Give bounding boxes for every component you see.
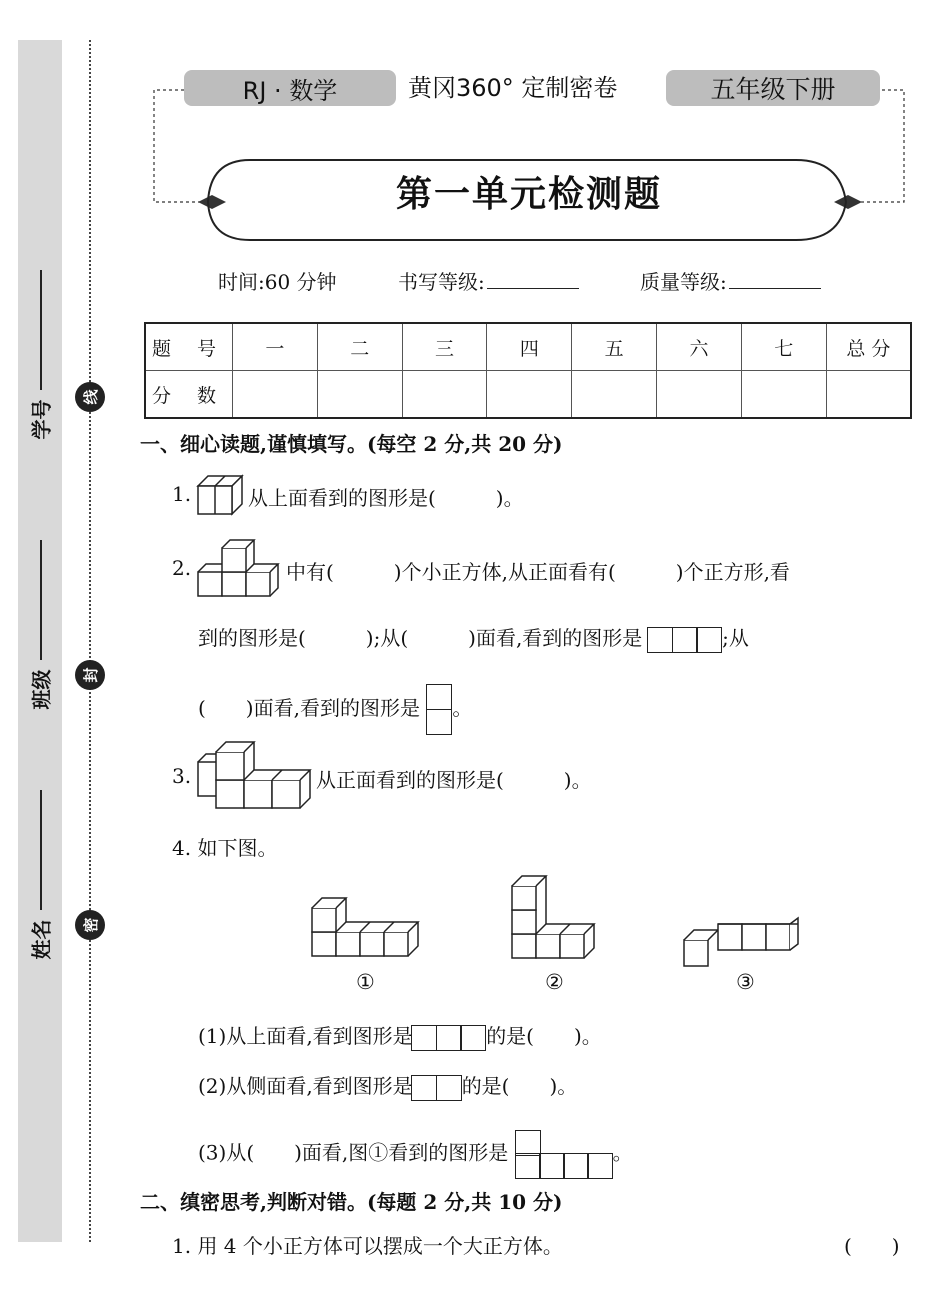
q2-cubes-figure bbox=[196, 536, 286, 600]
q2-text-line1: 中有( )个小正方体,从正面看有( )个正方形,看 bbox=[286, 560, 790, 584]
exam-time: 时间:60 分钟 bbox=[218, 270, 337, 294]
table-cell: 五 bbox=[572, 323, 657, 371]
table-cell: 三 bbox=[402, 323, 487, 371]
writing-grade: 书写等级: bbox=[398, 266, 579, 295]
name-blank[interactable] bbox=[40, 790, 42, 910]
figure-3-label: ③ bbox=[736, 970, 755, 994]
q1-number: 1. bbox=[172, 482, 192, 506]
seal-secret-mark: 密 bbox=[75, 910, 105, 940]
brand-title: 黄冈360° 定制密卷 bbox=[408, 74, 618, 102]
quality-grade-blank[interactable] bbox=[729, 287, 821, 289]
figure-1-label: ① bbox=[356, 970, 375, 994]
score-cell[interactable] bbox=[741, 371, 826, 419]
table-cell: 题 号 bbox=[145, 323, 233, 371]
table-cell: 总 分 bbox=[826, 323, 911, 371]
score-table-header-row bbox=[145, 323, 911, 371]
table-cell: 分 数 bbox=[145, 371, 233, 419]
section-2-title: 二、缜密思考,判断对错。(每题 2 分,共 10 分) bbox=[140, 1190, 563, 1214]
score-cell[interactable] bbox=[572, 371, 657, 419]
grade-badge: 五年级下册 bbox=[666, 70, 880, 106]
q4-figure-2 bbox=[510, 874, 602, 962]
two-square-row-icon bbox=[413, 1075, 462, 1101]
table-cell: 六 bbox=[657, 323, 742, 371]
three-square-row-icon bbox=[413, 1025, 487, 1051]
table-cell: 四 bbox=[487, 323, 572, 371]
class-blank[interactable] bbox=[40, 540, 42, 660]
q3-text: 从正面看到的图形是( )。 bbox=[316, 768, 592, 792]
student-id-blank[interactable] bbox=[40, 270, 42, 390]
figure-2-label: ② bbox=[545, 970, 564, 994]
cut-line bbox=[89, 40, 91, 1242]
q4-part1: (1)从上面看,看到图形是 的是( )。 bbox=[198, 1020, 602, 1051]
student-id-label: 学号 bbox=[29, 399, 54, 440]
score-table-score-row bbox=[145, 371, 911, 419]
s2-q1-answer-bracket[interactable]: ( ) bbox=[844, 1234, 900, 1258]
q4-figure-3 bbox=[682, 922, 806, 970]
score-cell[interactable] bbox=[487, 371, 572, 419]
score-cell[interactable] bbox=[402, 371, 487, 419]
three-square-row-icon bbox=[649, 627, 723, 653]
table-cell: 二 bbox=[317, 323, 402, 371]
seal-line-mark: 线 bbox=[75, 382, 105, 412]
s2-q1-text: 1. 用 4 个小正方体可以摆成一个大正方体。 bbox=[172, 1234, 563, 1258]
seal-seal-mark: 封 bbox=[75, 660, 105, 690]
two-square-column-icon bbox=[426, 684, 452, 735]
score-cell[interactable] bbox=[826, 371, 911, 419]
subject-badge: RJ · 数学 bbox=[184, 70, 396, 106]
table-cell: 一 bbox=[233, 323, 318, 371]
quality-grade: 质量等级: bbox=[640, 266, 821, 295]
q4-part2: (2)从侧面看,看到图形是 的是( )。 bbox=[198, 1070, 577, 1101]
score-table bbox=[144, 322, 912, 419]
name-label: 姓名 bbox=[29, 919, 54, 960]
q4-part3: (3)从( )面看,图①看到的图形是 。 bbox=[198, 1130, 633, 1178]
class-label: 班级 bbox=[29, 669, 54, 710]
table-cell: 七 bbox=[741, 323, 826, 371]
score-cell[interactable] bbox=[317, 371, 402, 419]
page-title: 第一单元检测题 bbox=[395, 173, 662, 215]
score-cell[interactable] bbox=[233, 371, 318, 419]
score-cell[interactable] bbox=[657, 371, 742, 419]
q1-text: 从上面看到的图形是( )。 bbox=[248, 486, 524, 510]
section-1-title: 一、细心读题,谨慎填写。(每空 2 分,共 20 分) bbox=[140, 432, 563, 456]
q3-number: 3. bbox=[172, 764, 192, 788]
q3-cubes-figure bbox=[196, 740, 318, 812]
q4-text: 4. 如下图。 bbox=[172, 836, 278, 860]
q2-text-line2: 到的图形是( );从( )面看,看到的图形是 ;从 bbox=[198, 622, 749, 653]
l-shape-squares-icon bbox=[515, 1130, 613, 1178]
q2-number: 2. bbox=[172, 556, 192, 580]
q2-text-line3: ( )面看,看到的图形是 。 bbox=[198, 684, 472, 735]
q1-cubes-figure bbox=[196, 470, 248, 516]
writing-grade-blank[interactable] bbox=[487, 287, 579, 289]
q4-figure-1 bbox=[310, 896, 424, 962]
